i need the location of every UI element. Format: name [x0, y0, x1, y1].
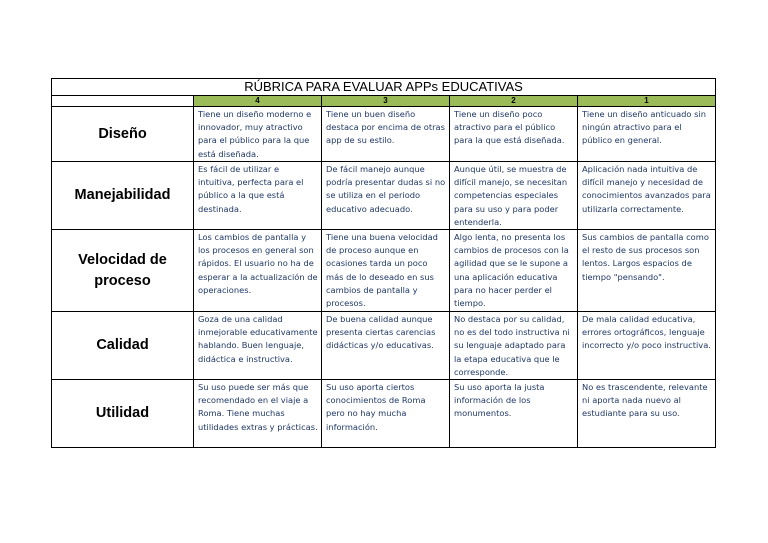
descriptor-cell: Tiene un diseño anticuado sin ningún atractivo para el público en general.: [578, 107, 716, 162]
descriptor-cell: Tiene un diseño moderno e innovador, muy atractivo para el público para la que está diseñada.: [194, 107, 322, 162]
descriptor-cell: Goza de una calidad inmejorable educativamente hablando. Buen lenguaje, didáctica e instructiva.: [194, 312, 322, 380]
score-header-row: [52, 96, 716, 107]
descriptor-cell: Es fácil de utilizar e intuitiva, perfecta para el público a la que está destinada.: [194, 162, 322, 230]
criterion-row-manejabilidad: [52, 162, 716, 230]
criterion-row-calidad: [52, 312, 716, 380]
descriptor-cell: De fácil manejo aunque podría presentar dudas si no se utiliza en el periodo educativo adecuado.: [322, 162, 450, 230]
descriptor-cell: Su uso aporta la justa información de los monumentos.: [450, 380, 578, 448]
descriptor-cell: Algo lenta, no presenta los cambios de procesos con la agilidad que se le supone a una aplicación educativa para no hacer perder el tiempo.: [450, 230, 578, 312]
descriptor-cell: Aunque útil, se muestra de difícil manejo, se necesitan competencias especiales para su uso y para poder entenderla.: [450, 162, 578, 230]
blank-header-cell: [52, 96, 194, 107]
descriptor-cell: Tiene una buena velocidad de proceso aunque en ocasiones tarda un poco más de lo deseado en sus cambios de pantalla y procesos.: [322, 230, 450, 312]
score-header-3: 3: [322, 96, 450, 107]
criterion-row-diseno: [52, 107, 716, 162]
criterion-label: Calidad: [52, 312, 194, 380]
criterion-label: Manejabilidad: [52, 162, 194, 230]
criterion-label: Utilidad: [52, 380, 194, 448]
descriptor-cell: No es trascendente, relevante ni aporta nada nuevo al estudiante para su uso.: [578, 380, 716, 448]
descriptor-cell: Aplicación nada intuitiva de difícil manejo y necesidad de conocimientos avanzados para utilizarla correctamente.: [578, 162, 716, 230]
title-row: [52, 79, 716, 96]
descriptor-cell: Su uso aporta ciertos conocimientos de Roma pero no hay mucha información.: [322, 380, 450, 448]
descriptor-cell: Tiene un buen diseño destaca por encima de otras app de su estilo.: [322, 107, 450, 162]
criterion-label: Diseño: [52, 107, 194, 162]
descriptor-cell: Su uso puede ser más que recomendado en el viaje a Roma. Tiene muchas utilidades extras y prácticas.: [194, 380, 322, 448]
descriptor-cell: Tiene un diseño poco atractivo para el público para la que está diseñada.: [450, 107, 578, 162]
descriptor-cell: De mala calidad educativa, errores ortográficos, lenguaje incorrecto y/o poco instructiva.: [578, 312, 716, 380]
rubric-title: RÚBRICA PARA EVALUAR APPs EDUCATIVAS: [52, 79, 716, 96]
score-header-4: 4: [194, 96, 322, 107]
criterion-row-utilidad: [52, 380, 716, 448]
descriptor-cell: De buena calidad aunque presenta ciertas carencias didácticas y/o educativas.: [322, 312, 450, 380]
rubric-table: [51, 78, 716, 448]
criterion-label: Velocidad de proceso: [52, 230, 194, 312]
descriptor-cell: No destaca por su calidad, no es del todo instructiva ni su lenguaje adaptado para la etapa educativa que le corresponde.: [450, 312, 578, 380]
score-header-2: 2: [450, 96, 578, 107]
criterion-row-velocidad: [52, 230, 716, 312]
score-header-1: 1: [578, 96, 716, 107]
descriptor-cell: Los cambios de pantalla y los procesos en general son rápidos. El usuario no ha de esperar a la actualización de operaciones.: [194, 230, 322, 312]
descriptor-cell: Sus cambios de pantalla como el resto de sus procesos son lentos. Largos espacios de tiempo "pensando".: [578, 230, 716, 312]
